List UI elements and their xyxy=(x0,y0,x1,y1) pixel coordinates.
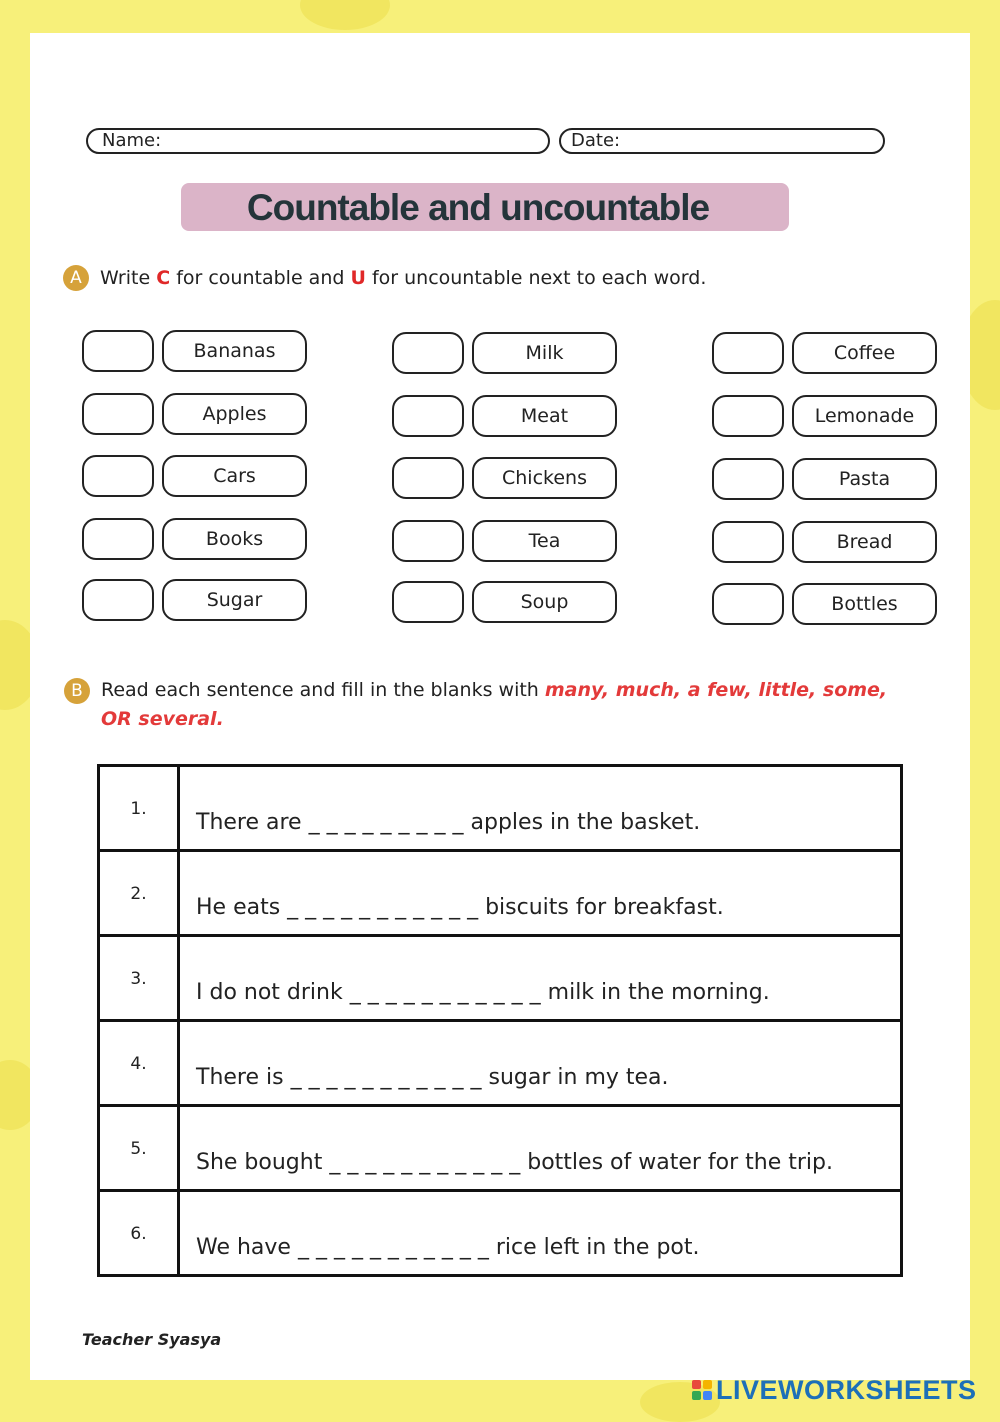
word-label: Bananas xyxy=(162,330,307,372)
section-a-badge: A xyxy=(63,265,89,291)
table-row xyxy=(99,1021,902,1106)
answer-box[interactable] xyxy=(712,332,784,374)
word-label: Milk xyxy=(472,332,617,374)
word-label: Tea xyxy=(472,520,617,562)
answer-box[interactable] xyxy=(82,518,154,560)
answer-box[interactable] xyxy=(392,457,464,499)
word-label: Bottles xyxy=(792,583,937,625)
table-row xyxy=(99,936,902,1021)
word-label: Coffee xyxy=(792,332,937,374)
date-field[interactable] xyxy=(559,128,885,154)
answer-box[interactable] xyxy=(392,520,464,562)
word-label: Meat xyxy=(472,395,617,437)
letter-u: U xyxy=(350,267,366,289)
brand-name: LIVEWORKSHEETS xyxy=(716,1374,977,1405)
sentence-text[interactable]: We have _ _ _ _ _ _ _ _ _ _ _ rice left in the pot. xyxy=(179,1191,902,1276)
answer-box[interactable] xyxy=(712,395,784,437)
word-label: Pasta xyxy=(792,458,937,500)
word-label: Books xyxy=(162,518,307,560)
row-number: 3. xyxy=(99,936,179,1021)
answer-box[interactable] xyxy=(392,395,464,437)
answer-box[interactable] xyxy=(82,330,154,372)
answer-box[interactable] xyxy=(712,521,784,563)
instruction-text: Read each sentence and fill in the blanks with xyxy=(101,679,545,701)
instruction-text: for countable and xyxy=(170,267,351,289)
section-b-badge: B xyxy=(64,678,90,704)
word-label: Chickens xyxy=(472,457,617,499)
date-label: Date: xyxy=(571,130,621,151)
worksheet-page xyxy=(30,33,970,1380)
table-row xyxy=(99,851,902,936)
row-number: 4. xyxy=(99,1021,179,1106)
answer-box[interactable] xyxy=(82,579,154,621)
letter-c: C xyxy=(156,267,171,289)
word-label: Soup xyxy=(472,581,617,623)
sentence-text[interactable]: I do not drink _ _ _ _ _ _ _ _ _ _ _ milk in the morning. xyxy=(179,936,902,1021)
answer-box[interactable] xyxy=(712,583,784,625)
row-number: 5. xyxy=(99,1106,179,1191)
instruction-text: Write xyxy=(100,267,157,289)
answer-box[interactable] xyxy=(82,393,154,435)
section-a-instruction xyxy=(100,264,706,293)
table-row xyxy=(99,1191,902,1276)
answer-box[interactable] xyxy=(392,332,464,374)
row-number: 2. xyxy=(99,851,179,936)
sentence-table xyxy=(97,764,903,1277)
name-field[interactable] xyxy=(86,128,550,154)
word-label: Bread xyxy=(792,521,937,563)
word-label: Cars xyxy=(162,455,307,497)
teacher-credit: Teacher Syasya xyxy=(82,1330,222,1349)
instruction-text: for uncountable next to each word. xyxy=(365,267,707,289)
page-title: Countable and uncountable xyxy=(246,187,710,228)
sentence-text[interactable]: He eats _ _ _ _ _ _ _ _ _ _ _ biscuits for breakfast. xyxy=(179,851,902,936)
section-b-instruction xyxy=(101,676,931,734)
table-row xyxy=(99,1106,902,1191)
table-row xyxy=(99,766,902,851)
background-decoration xyxy=(300,0,390,30)
sentence-text[interactable]: There are _ _ _ _ _ _ _ _ _ apples in the basket. xyxy=(179,766,902,851)
sentence-text[interactable]: There is _ _ _ _ _ _ _ _ _ _ _ sugar in my tea. xyxy=(179,1021,902,1106)
liveworksheets-brand[interactable] xyxy=(692,1374,977,1406)
answer-box[interactable] xyxy=(82,455,154,497)
word-label: Sugar xyxy=(162,579,307,621)
row-number: 1. xyxy=(99,766,179,851)
liveworksheets-logo-icon xyxy=(692,1380,712,1400)
word-label: Lemonade xyxy=(792,395,937,437)
answer-box[interactable] xyxy=(392,581,464,623)
word-options: OR several. xyxy=(101,708,224,730)
row-number: 6. xyxy=(99,1191,179,1276)
answer-box[interactable] xyxy=(712,458,784,500)
title-banner xyxy=(181,183,789,231)
word-options: many, much, a few, little, some, xyxy=(544,679,888,701)
word-label: Apples xyxy=(162,393,307,435)
sentence-text[interactable]: She bought _ _ _ _ _ _ _ _ _ _ _ bottles of water for the trip. xyxy=(179,1106,902,1191)
name-label: Name: xyxy=(102,130,162,151)
